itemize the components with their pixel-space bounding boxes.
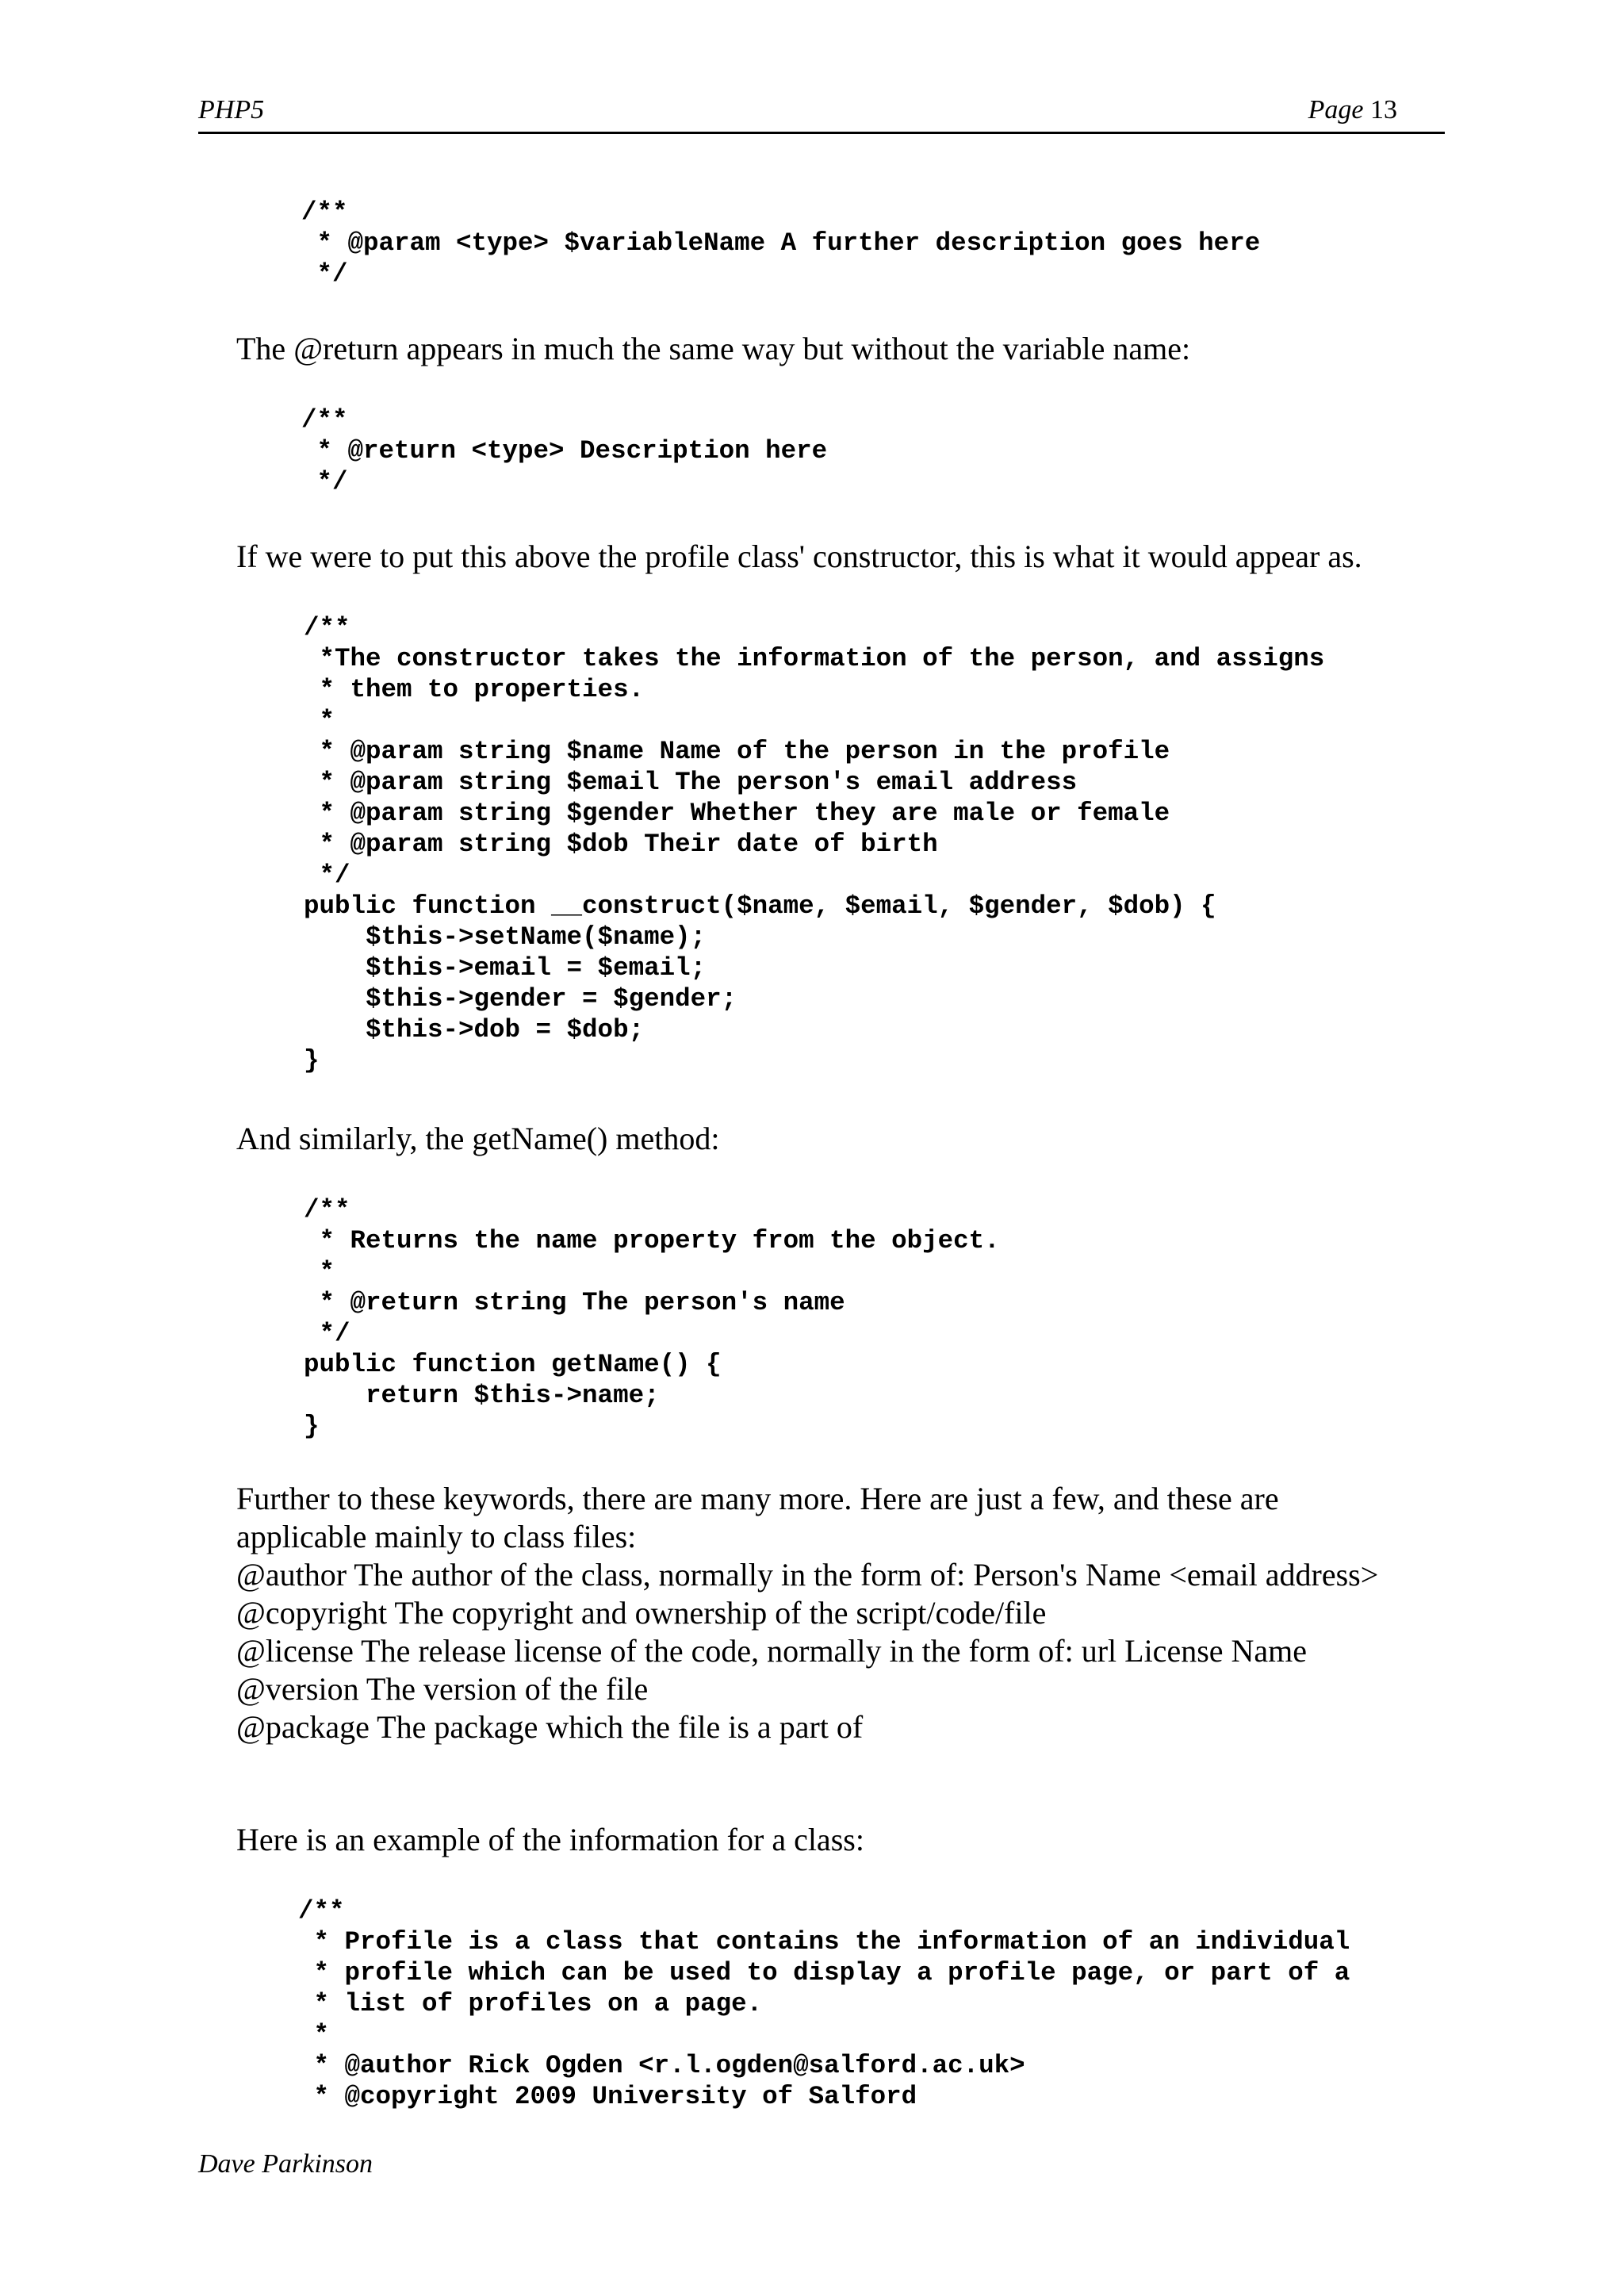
keywords-intro-line-2: applicable mainly to class files: (236, 1519, 637, 1554)
keyword-copyright: @copyright The copyright and ownership of the script/code/file (236, 1595, 1047, 1631)
keywords-list (236, 1480, 1378, 1746)
page-number (1308, 95, 1397, 125)
code-block-class: /** * Profile is a class that contains the information of an individual * profile which can be used to display a profile page, or part of a * list of profiles on a page. * * @author Rick Ogden <r.l.ogden@salford.ac.uk> * @copyright 2009 University of Salford (298, 1896, 1350, 2111)
paragraph-getname-intro: And similarly, the getName() method: (236, 1121, 720, 1156)
page-number-value: 13 (1370, 95, 1397, 125)
paragraph-class-example-intro: Here is an example of the information for a class: (236, 1822, 864, 1857)
paragraph-return-intro: The @return appears in much the same way but without the variable name: (236, 331, 1191, 366)
keyword-license: @license The release license of the code, normally in the form of: url License Name (236, 1633, 1308, 1669)
code-block-constructor: /** *The constructor takes the information of the person, and assigns * them to properties. * * @param string $name Name of the person in the profile * @param string $email The person's email address * @param string $gender Whether they are male or female * @param string $dob Their date of birth */ public function __construct($name, $email, $gender, $dob) { $this->setName($name); $this->email = $email; $this->gender = $gender; $this->dob = $dob; } (304, 613, 1325, 1075)
page-footer-author: Dave Parkinson (198, 2149, 373, 2179)
page-header (198, 95, 1445, 134)
keyword-version: @version The version of the file (236, 1671, 649, 1707)
paragraph-constructor-intro: If we were to put this above the profile class' constructor, this is what it would appear as. (236, 539, 1362, 574)
page-label: Page (1308, 95, 1364, 125)
keywords-intro-line-1: Further to these keywords, there are many more. Here are just a few, and these are (236, 1481, 1279, 1516)
keyword-package: @package The package which the file is a part of (236, 1709, 864, 1745)
code-block-getname: /** * Returns the name property from the object. * * @return string The person's name */ public function getName() { return $this->name; } (304, 1195, 1000, 1441)
keyword-author: @author The author of the class, normally in the form of: Person's Name <email address> (236, 1557, 1379, 1593)
document-title: PHP5 (198, 95, 265, 125)
code-block-param: /** * @param <type> $variableName A further description goes here */ (301, 197, 1261, 289)
code-block-return: /** * @return <type> Description here */ (301, 405, 828, 496)
